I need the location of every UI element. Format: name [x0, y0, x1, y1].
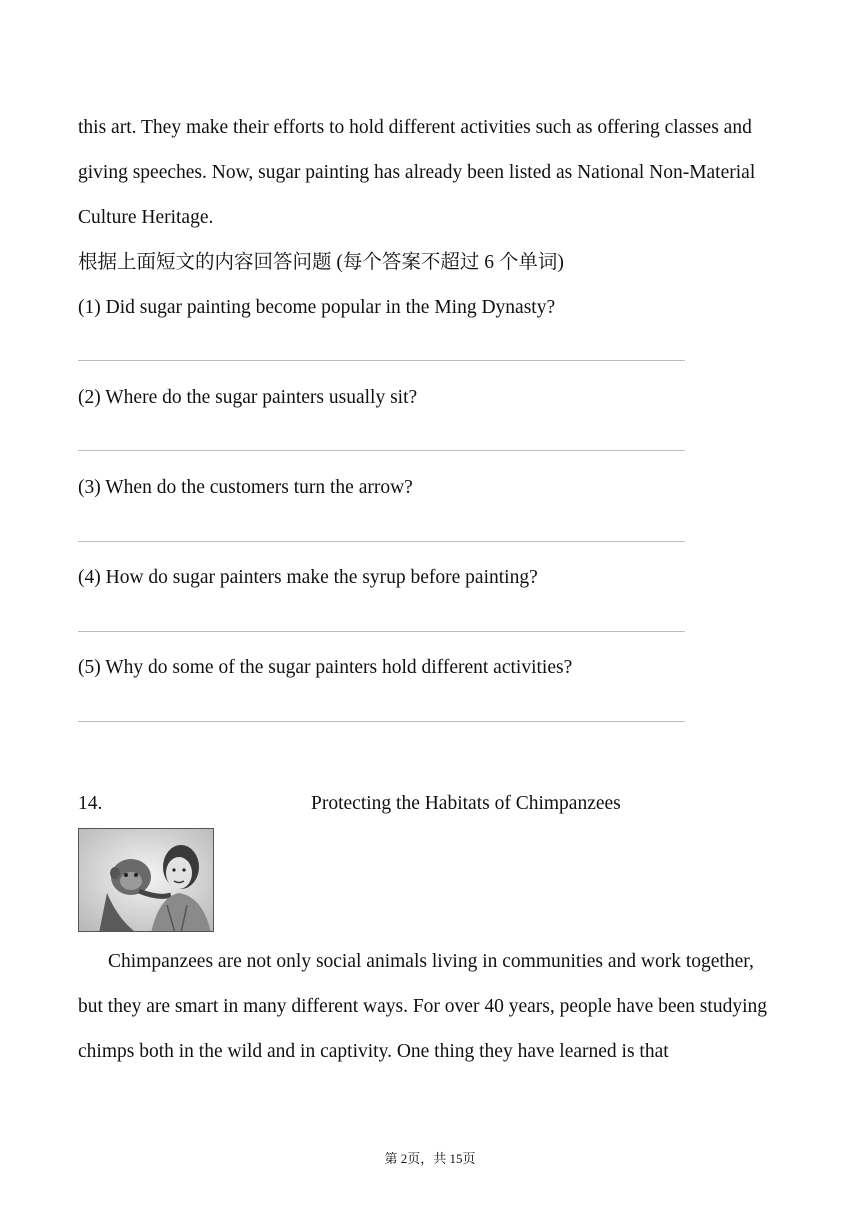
page-footer: 第 2页，共 15页 [384, 1151, 476, 1166]
paragraph-line: but they are smart in many different ways. For over 40 years, people have been studying [78, 996, 767, 1017]
paragraph-line: Chimpanzees are not only social animals living in communities and work together, [108, 951, 754, 972]
passage-line: giving speeches. Now, sugar painting has already been listed as National Non-Material [78, 162, 756, 183]
question-4: (4) How do sugar painters make the syrup before painting? [78, 567, 538, 588]
section-number: 14. [78, 793, 103, 814]
section-title: Protecting the Habitats of Chimpanzees [311, 793, 621, 814]
passage-line: this art. They make their efforts to hold different activities such as offering classes and [78, 117, 752, 138]
answer-line-3[interactable] [78, 541, 685, 542]
question-1: (1) Did sugar painting become popular in the Ming Dynasty? [78, 297, 556, 318]
chimpanzee-woman-photo [78, 828, 214, 932]
answer-line-1[interactable] [78, 360, 685, 361]
question-5: (5) Why do some of the sugar painters hold different activities? [78, 657, 573, 678]
question-3: (3) When do the customers turn the arrow? [78, 477, 413, 498]
passage-line: Culture Heritage. [78, 207, 214, 228]
question-2: (2) Where do the sugar painters usually sit? [78, 387, 418, 408]
answer-line-5[interactable] [78, 721, 685, 722]
instruction: 根据上面短文的内容回答问题 (每个答案不超过 6 个单词) [78, 252, 564, 273]
answer-line-4[interactable] [78, 631, 685, 632]
answer-line-2[interactable] [78, 450, 685, 451]
paragraph-line: chimps both in the wild and in captivity. One thing they have learned is that [78, 1041, 669, 1062]
